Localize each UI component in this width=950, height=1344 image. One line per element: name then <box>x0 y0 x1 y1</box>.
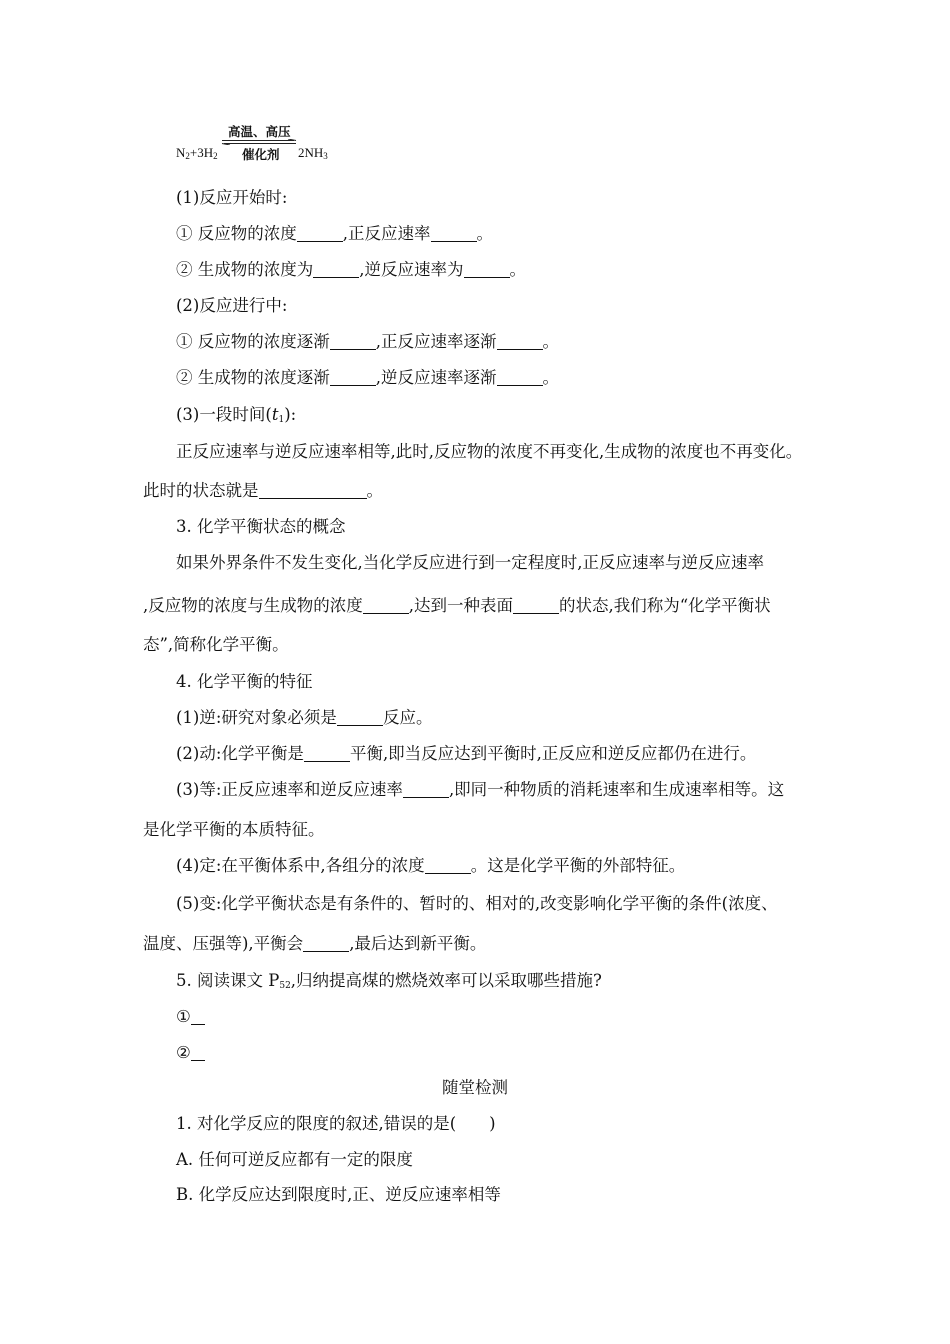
answer-blank[interactable] <box>497 333 543 350</box>
measure-1: ① <box>176 1006 205 1028</box>
feature-change: (5)变:化学平衡状态是有条件的、暂时的、相对的,改变影响化学平衡的条件(浓度、 <box>176 894 778 913</box>
answer-blank[interactable] <box>191 1044 205 1061</box>
item-reaction-start: (1)反应开始时: <box>176 188 288 207</box>
equilibrium-state-question: 此时的状态就是 。 <box>143 481 383 500</box>
answer-blank[interactable] <box>337 709 383 726</box>
answer-blank[interactable] <box>497 369 543 386</box>
reaction-condition-top: 高温、高压 <box>228 125 291 139</box>
answer-blank[interactable] <box>363 597 409 614</box>
item-ongoing-reactant: ① 反应物的浓度逐渐 ,正反应速率逐渐 。 <box>176 332 559 351</box>
answer-blank[interactable] <box>191 1008 205 1025</box>
answer-blank[interactable] <box>425 857 471 874</box>
answer-blank[interactable] <box>304 745 350 762</box>
equilibrium-description: 正反应速率与逆反应速率相等,此时,反应物的浓度不再变化,生成物的浓度也不再变化。 <box>176 442 803 461</box>
answer-blank[interactable] <box>297 225 343 242</box>
answer-blank[interactable] <box>431 225 477 242</box>
feature-reversible: (1)逆:研究对象必须是 反应。 <box>176 708 433 727</box>
concept-line-3: 态”,简称化学平衡。 <box>143 635 289 654</box>
item-after-time: (3)一段时间$(t_1)$: <box>176 405 297 425</box>
item-start-reactant: ① 反应物的浓度 ,正反应速率 。 <box>176 224 493 243</box>
option-b: B. 化学反应达到限度时,正、逆反应速率相等 <box>176 1185 501 1204</box>
reaction-equation <box>176 118 376 168</box>
feature-fixed: (4)定:在平衡体系中,各组分的浓度 。这是化学平衡的外部特征。 <box>176 856 686 875</box>
reactants: $N_2+3H_2$ <box>176 145 218 161</box>
answer-blank[interactable] <box>330 369 376 386</box>
answer-blank[interactable] <box>330 333 376 350</box>
answer-blank[interactable] <box>513 597 559 614</box>
reaction-condition-bottom: 催化剂 <box>242 148 280 162</box>
feature-equal: (3)等:正反应速率和逆反应速率 ,即同一种物质的消耗速率和生成速率相等。这 <box>176 780 785 799</box>
item-start-product: ② 生成物的浓度为 ,逆反应速率为 。 <box>176 260 526 279</box>
answer-blank[interactable] <box>403 781 449 798</box>
heading-equilibrium-concept: 3. 化学平衡状态的概念 <box>176 517 346 536</box>
item-reaction-ongoing: (2)反应进行中: <box>176 296 288 315</box>
feature-change-continued: 温度、压强等),平衡会 ,最后达到新平衡。 <box>143 934 487 953</box>
products: $2NH_3$ <box>298 145 328 161</box>
feature-equal-continued: 是化学平衡的本质特征。 <box>143 820 325 839</box>
answer-blank[interactable] <box>313 261 359 278</box>
heading-equilibrium-features: 4. 化学平衡的特征 <box>176 672 313 691</box>
section-title: 随堂检测 <box>442 1078 508 1097</box>
answer-blank[interactable] <box>259 482 367 499</box>
concept-line-1: 如果外界条件不发生变化,当化学反应进行到一定程度时,正反应速率与逆反应速率 <box>176 553 764 572</box>
heading-coal-efficiency: 5. 阅读课文 $P_{52}$,归纳提高煤的燃烧效率可以采取哪些措施? <box>176 971 602 991</box>
answer-blank[interactable] <box>303 935 349 952</box>
option-a: A. 任何可逆反应都有一定的限度 <box>176 1150 413 1169</box>
answer-blank[interactable] <box>464 261 510 278</box>
concept-line-2: ,反应物的浓度与生成物的浓度 ,达到一种表面 的状态,我们称为“化学平衡状 <box>143 596 771 615</box>
question-1: 1. 对化学反应的限度的叙述,错误的是( ) <box>176 1114 496 1133</box>
measure-2: ② <box>176 1042 205 1064</box>
item-ongoing-product: ② 生成物的浓度逐渐 ,逆反应速率逐渐 。 <box>176 368 559 387</box>
feature-dynamic: (2)动:化学平衡是 平衡,即当反应达到平衡时,正反应和逆反应都仍在进行。 <box>176 744 757 763</box>
